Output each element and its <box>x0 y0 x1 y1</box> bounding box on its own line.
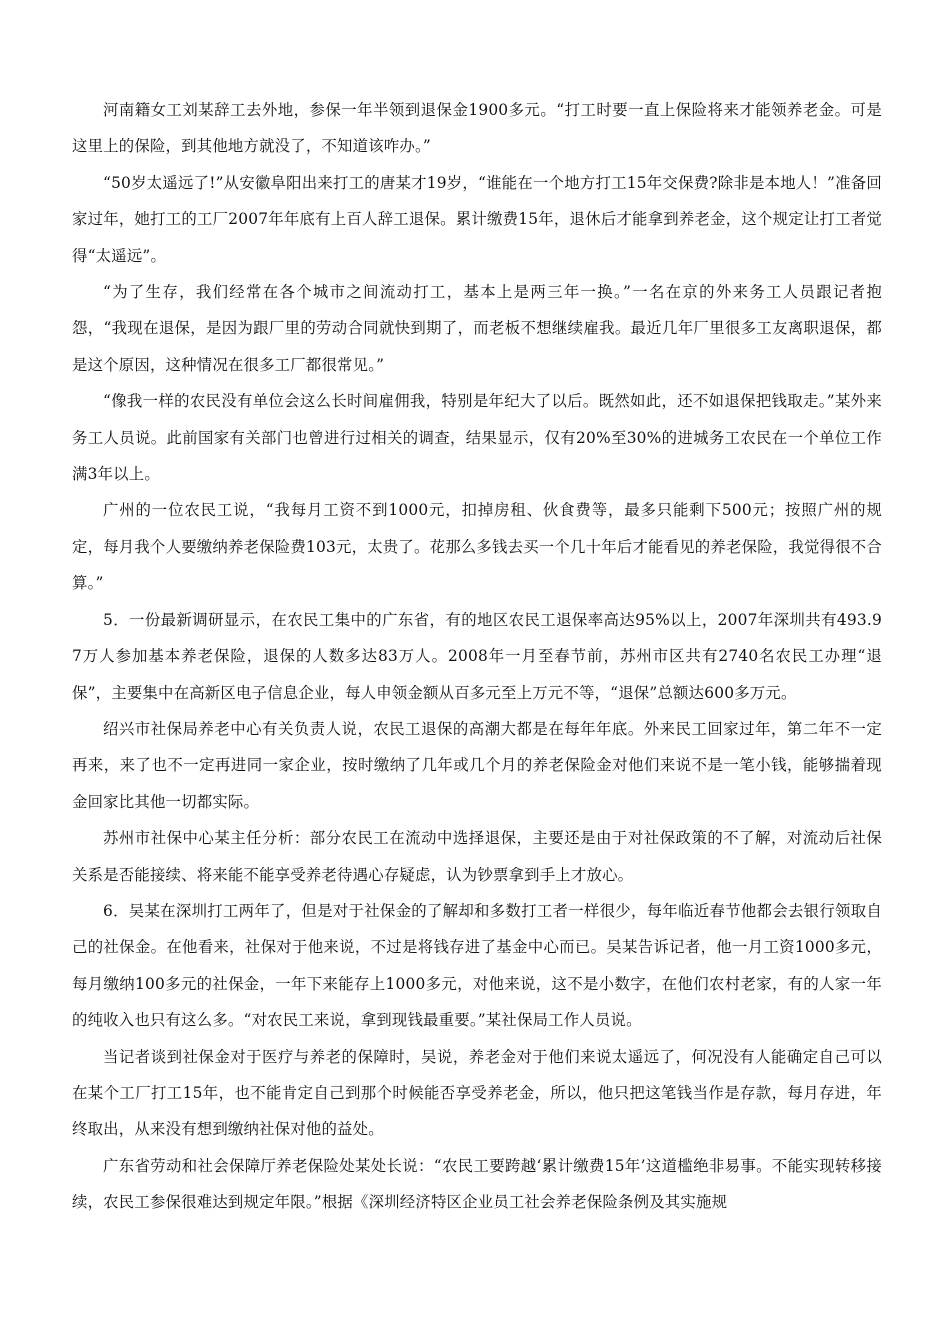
paragraph-4: “像我一样的农民没有单位会这么长时间雇佣我，特别是年纪大了以后。既然如此，还不如退保把钱取走。”某外来务工人员说。此前国家有关部门也曾进行过相关的调查，结果显示，仅有20%至30%的进城务工农民在一个单位工作满3年以上。 <box>72 392 882 484</box>
paragraph-1: 河南籍女工刘某辞工去外地，参保一年半领到退保金1900多元。“打工时要一直上保险将来才能领养老金。可是这里上的保险，到其他地方就没了，不知道该咋办。” <box>72 101 882 156</box>
paragraph-5: 广州的一位农民工说，“我每月工资不到1000元，扣掉房租、伙食费等，最多只能剩下500元；按照广州的规定，每月我个人要缴纳养老保险费103元，太贵了。花那么多钱去买一个几十年后才能看见的养老保险，我觉得很不合算。” <box>72 501 882 593</box>
document-page <box>72 92 882 1221</box>
paragraph-7: 绍兴市社保局养老中心有关负责人说，农民工退保的高潮大都是在每年年底。外来民工回家过年，第二年不一定再来，来了也不一定再进同一家企业，按时缴纳了几年或几个月的养老保险金对他们来说不是一笔小钱，能够揣着现金回家比其他一切都实际。 <box>72 719 882 811</box>
paragraph-3: “为了生存，我们经常在各个城市之间流动打工，基本上是两三年一换。”一名在京的外来务工人员跟记者抱怨，“我现在退保，是因为跟厂里的劳动合同就快到期了，而老板不想继续雇我。最近几年厂里很多工友离职退保，都是这个原因，这种情况在很多工厂都很常见。” <box>72 283 882 374</box>
paragraph-6: 5．一份最新调研显示，在农民工集中的广东省，有的地区农民工退保率高达95%以上，2007年深圳共有493.97万人参加基本养老保险，退保的人数多达83万人。2008年一月至春节前，苏州市区共有2740名农民工办理“退保”，主要集中在高新区电子信息企业，每人申领金额从百多元至上万元不等，“退保”总额达600多万元。 <box>72 610 882 702</box>
paragraph-10: 当记者谈到社保金对于医疗与养老的保障时，吴说，养老金对于他们来说太遥远了，何况没有人能确定自己可以在某个工厂打工15年，也不能肯定自己到那个时候能否享受养老金，所以，他只把这笔钱当作是存款，每月存进，年终取出，从来没有想到缴纳社保对他的益处。 <box>72 1047 882 1139</box>
paragraph-9: 6．吴某在深圳打工两年了，但是对于社保金的了解却和多数打工者一样很少，每年临近春节他都会去银行领取自己的社保金。在他看来，社保对于他来说，不过是将钱存进了基金中心而已。吴某告诉记者，他一月工资1000多元，每月缴纳100多元的社保金，一年下来能存上1000多元，对他来说，这不是小数字，在他们农村老家，有的人家一年的纯收入也只有这么多。“对农民工来说，拿到现钱最重要。”某社保局工作人员说。 <box>72 901 882 1030</box>
paragraph-11: 广东省劳动和社会保障厅养老保险处某处长说：“农民工要跨越‘累计缴费15年’这道槛绝非易事。不能实现转移接续，农民工参保很难达到规定年限。”根据《深圳经济特区企业员工社会养老保险条例及其实施规 <box>72 1156 882 1212</box>
paragraph-2: “50岁太遥远了!”从安徽阜阳出来打工的唐某才19岁，“谁能在一个地方打工15年交保费?除非是本地人！”准备回家过年，她打工的工厂2007年年底有上百人辞工退保。累计缴费15年，退休后才能拿到养老金，这个规定让打工者觉得“太遥远”。 <box>72 173 882 265</box>
paragraph-8: 苏州市社保中心某主任分析：部分农民工在流动中选择退保，主要还是由于对社保政策的不了解，对流动后社保关系是否能接续、将来能不能享受养老待遇心存疑虑，认为钞票拿到手上才放心。 <box>72 829 882 884</box>
